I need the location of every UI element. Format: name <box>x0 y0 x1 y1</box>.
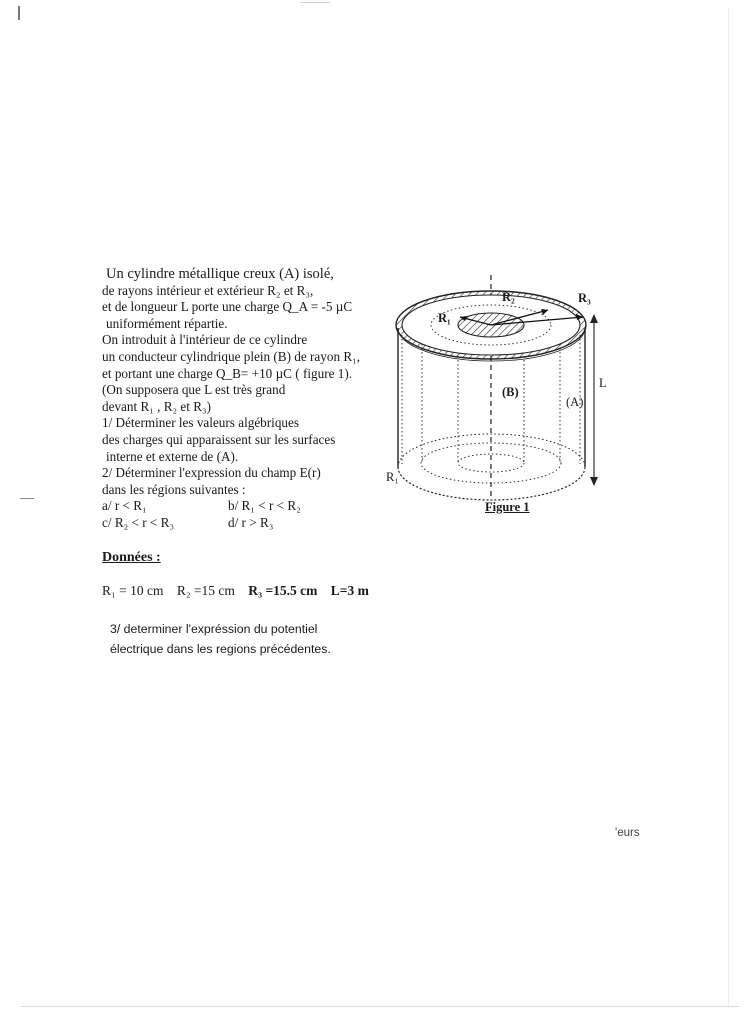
region-option: c/ R₂ < r < R₃ <box>102 514 175 530</box>
scan-edge-bottom <box>20 1006 740 1007</box>
question-3-line: électrique dans les regions précédentes. <box>110 642 331 656</box>
problem-line: de rayons intérieur et extérieur R₂ et R₃, <box>102 282 314 298</box>
problem-line: dans les régions suivantes : <box>102 481 246 497</box>
figure-1 <box>380 270 610 520</box>
figure-caption: Figure 1 <box>485 500 530 514</box>
problem-line: et de longueur L porte une charge Q_A = -5 µC <box>102 299 353 315</box>
question-3-line: 3/ determiner l'expréssion du potentiel <box>110 622 318 636</box>
problem-line: 2/ Déterminer l'expression du champ E(r) <box>102 465 321 481</box>
value-r1: R₁ = 10 cm <box>102 583 164 598</box>
problem-statement <box>102 266 402 532</box>
label-l: L <box>599 376 607 390</box>
problem-line: Un cylindre métallique creux (A) isolé, <box>106 266 334 282</box>
question-3 <box>110 619 331 659</box>
label-r1-bottom: R₁ <box>386 470 399 484</box>
problem-line: des charges qui apparaissent sur les surfaces <box>102 431 336 447</box>
problem-line: uniformément répartie. <box>106 315 228 331</box>
problem-line: devant R₁ , R₂ et R₃) <box>102 398 212 414</box>
scan-edge-top <box>300 2 330 3</box>
donnees-title: Données : <box>102 550 161 565</box>
label-r3: R₃ <box>578 291 591 305</box>
region-options-row <box>102 498 402 515</box>
region-options-row <box>102 515 402 532</box>
value-r2: R₂ =15 cm <box>176 583 235 598</box>
problem-line: un conducteur cylindrique plein (B) de rayon R₁, <box>102 348 361 364</box>
scan-mark-left <box>20 498 34 499</box>
region-option: b/ R₁ < r < R₂ <box>228 498 301 514</box>
problem-line: et portant une charge Q_B= +10 µC ( figure 1). <box>102 365 353 381</box>
footer-fragment: 'eurs <box>615 827 640 839</box>
value-l: L=3 m <box>330 583 369 598</box>
label-r2: R₂ <box>502 290 515 304</box>
label-r1-top: R₁ <box>438 311 451 325</box>
label-a: (A) <box>566 395 584 409</box>
problem-line: (On supposera que L est très grand <box>102 382 286 398</box>
scan-edge-right <box>728 8 729 1008</box>
problem-line: On introduit à l'intérieur de ce cylindre <box>102 332 308 348</box>
problem-line: interne et externe de (A). <box>106 448 239 464</box>
label-b: (B) <box>502 385 519 399</box>
value-r3: R₃ =15.5 cm <box>248 583 318 598</box>
region-option: a/ r < R₁ <box>102 498 147 514</box>
scan-edge-top-left <box>18 6 20 20</box>
problem-line: 1/ Déterminer les valeurs algébriques <box>102 415 300 431</box>
region-option: d/ r > R₃ <box>228 514 274 530</box>
donnees-values <box>102 583 379 599</box>
